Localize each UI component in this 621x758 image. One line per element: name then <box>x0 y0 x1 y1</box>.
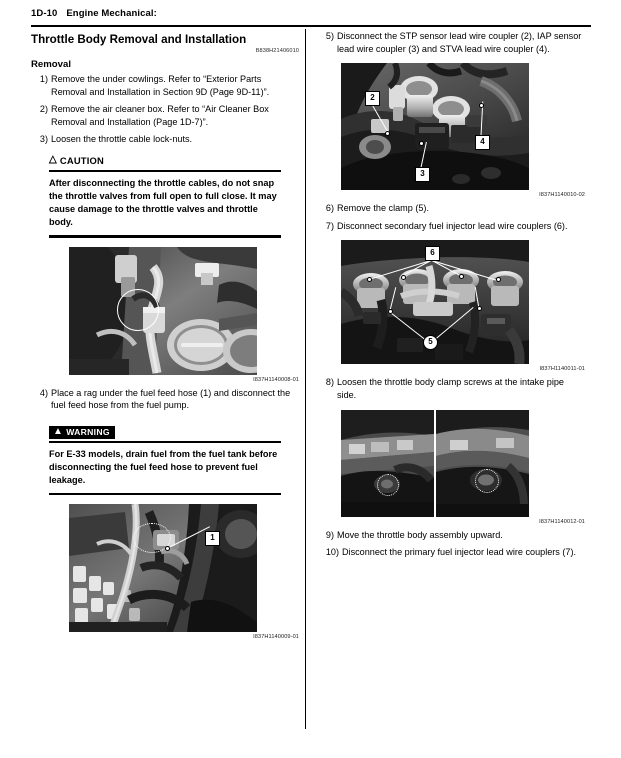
highlight-ring <box>377 474 399 496</box>
figure-sensor-couplers <box>341 63 585 198</box>
photo-graphic <box>436 410 529 517</box>
step-number: 7) <box>325 220 334 231</box>
photo-graphic <box>69 504 257 632</box>
list-item <box>317 529 585 542</box>
warning-label: WARNING <box>66 426 110 437</box>
callout-5: 5 <box>423 335 438 350</box>
step-text: Disconnect the STP sensor lead wire coupler (2), IAP sensor lead wire coupler (3) and STVA lead wire coupler (4). <box>337 31 582 54</box>
caution-box <box>49 155 281 238</box>
step-text: Disconnect secondary fuel injector lead wire couplers (6). <box>337 220 568 231</box>
callout-4: 4 <box>475 135 490 150</box>
caution-body-text: After disconnecting the throttle cables, do not snap the throttle valves from full open to full close. It may cause damage to the throttle valves and throttle body. <box>49 178 277 227</box>
step-text: Place a rag under the fuel feed hose (1) and disconnect the fuel feed hose from the fuel pump. <box>51 387 291 411</box>
photo-image <box>341 240 529 364</box>
removal-step-list-6-7 <box>317 202 585 232</box>
removal-step-list <box>31 73 299 146</box>
step-number: 3) <box>39 134 48 145</box>
list-item <box>31 133 299 146</box>
removal-step-list-8 <box>317 376 585 401</box>
removal-step-list-9-10 <box>317 529 585 559</box>
right-column <box>317 30 585 564</box>
warning-body-text: For E-33 models, drain fuel from the fuel tank before disconnecting the fuel feed hose to prevent fuel leakage. <box>49 448 278 485</box>
list-item <box>317 546 585 559</box>
step-number: 2) <box>39 104 48 115</box>
subsection-heading-removal: Removal <box>31 59 71 70</box>
caution-top-rule <box>49 170 281 172</box>
figure-caption: I837H1140010-02 <box>539 192 585 199</box>
header-divider-rule <box>31 25 591 27</box>
step-number: 8) <box>325 377 334 388</box>
step-text: Remove the under cowlings. Refer to “Exterior Parts Removal and Installation in Section 9D (Page 9D-11)”. <box>51 74 270 97</box>
list-item <box>317 202 585 215</box>
highlight-ring <box>475 469 499 493</box>
caution-label: CAUTION <box>59 154 104 166</box>
caution-bottom-rule <box>49 235 281 237</box>
page-header-text <box>31 8 591 19</box>
step-number: 5) <box>325 31 334 41</box>
caution-header <box>49 155 281 168</box>
step-number: 9) <box>325 529 334 540</box>
step-text: Remove the air cleaner box. Refer to “Air Cleaner Box Removal and Installation (Page 1D-7)”. <box>51 104 269 127</box>
reference-code: B838H21406010 <box>255 48 299 54</box>
section-title: Engine Mechanical: <box>66 8 157 19</box>
list-item <box>317 220 585 233</box>
callout-6: 6 <box>425 246 440 261</box>
left-column <box>31 30 299 644</box>
step-number: 6) <box>325 203 334 214</box>
list-item <box>31 73 299 98</box>
step-number: 10) <box>325 547 339 558</box>
list-item <box>31 103 299 128</box>
list-item <box>31 387 299 412</box>
photo-image <box>341 63 529 190</box>
photo-graphic <box>341 63 529 190</box>
list-item <box>317 376 585 401</box>
figure-clamp-screws <box>341 410 585 525</box>
figure-caption: I837H1140011-01 <box>539 366 585 373</box>
figure-caption: I837H1140009-01 <box>253 634 299 641</box>
step-number: 4) <box>39 387 48 398</box>
warning-triangle-icon: △ <box>49 154 57 166</box>
page-title: Throttle Body Removal and Installation <box>31 33 247 46</box>
callout-1: 1 <box>205 531 220 546</box>
column-divider-rule <box>305 29 306 729</box>
removal-step-list-5 <box>317 30 585 55</box>
photo-image <box>341 410 529 517</box>
figure-secondary-injector-couplers <box>341 240 585 372</box>
figure-caption: I837H1140008-01 <box>253 376 299 383</box>
photo-graphic <box>341 410 434 517</box>
step-text: Move the throttle body assembly upward. <box>337 529 503 540</box>
warning-top-rule <box>49 441 281 443</box>
photo-panel-left <box>341 410 434 517</box>
photo-image <box>69 504 257 632</box>
step-number: 1) <box>39 74 48 84</box>
figure-throttle-cable-locknut <box>69 247 299 383</box>
step-text: Disconnect the primary fuel injector lead wire couplers (7). <box>342 547 577 558</box>
callout-3: 3 <box>415 167 430 182</box>
section-code: 1D-10 <box>31 8 58 19</box>
photo-graphic <box>69 247 257 375</box>
warning-box <box>49 421 281 496</box>
step-text: Loosen the throttle body clamp screws at the intake pipe side. <box>337 377 564 400</box>
warning-triangle-icon: ▲ <box>53 425 64 437</box>
step-text: Remove the clamp (5). <box>337 203 429 214</box>
figure-caption: I837H1140012-01 <box>539 518 585 525</box>
warning-header <box>49 426 115 439</box>
warning-header-row <box>49 421 281 439</box>
highlight-ring <box>117 289 159 331</box>
list-item <box>317 30 585 55</box>
photo-image <box>69 247 257 375</box>
callout-2: 2 <box>365 91 380 106</box>
step-text: Loosen the throttle cable lock-nuts. <box>51 134 193 145</box>
photo-panel-right <box>436 410 529 517</box>
figure-fuel-feed-hose <box>69 504 299 640</box>
warning-bottom-rule <box>49 493 281 495</box>
removal-step-list-continued-4 <box>31 387 299 412</box>
